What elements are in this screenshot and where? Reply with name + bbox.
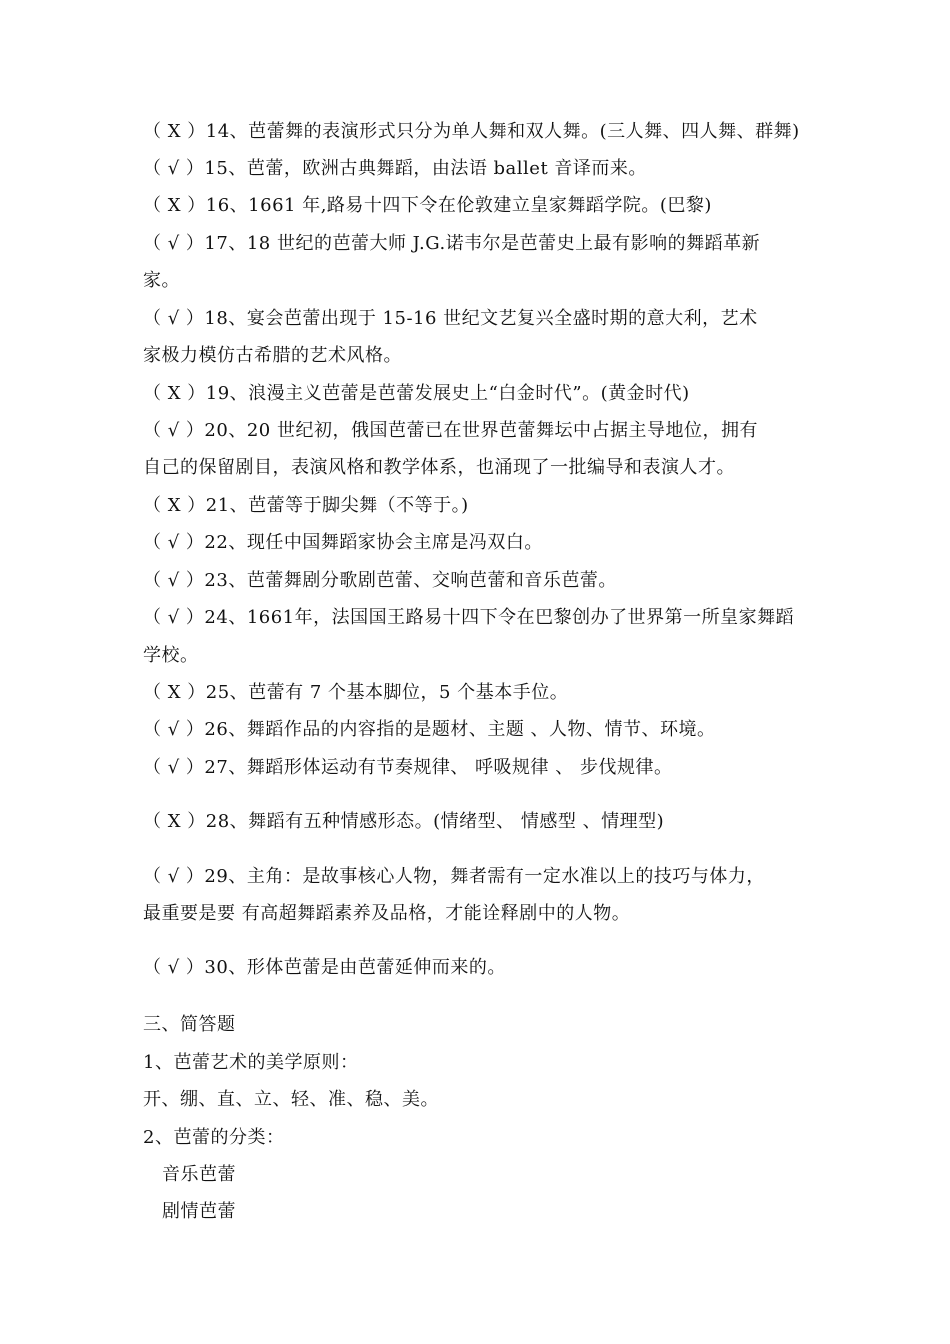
question-20: （ √ ）20、20 世纪初，俄国芭蕾已在世界芭蕾舞坛中占据主导地位，拥有 xyxy=(143,420,758,441)
question-21: （ X ）21、芭蕾等于脚尖舞（不等于。) xyxy=(143,495,469,516)
question-18-cont: 家极力模仿古希腊的艺术风格。 xyxy=(143,345,402,366)
question-19: （ X ）19、浪漫主义芭蕾是芭蕾发展史上“白金时代”。(黄金时代) xyxy=(143,383,690,404)
question-26: （ √ ）26、舞蹈作品的内容指的是题材、主题 、人物、情节、环境。 xyxy=(143,719,716,740)
question-23: （ √ ）23、芭蕾舞剧分歌剧芭蕾、交响芭蕾和音乐芭蕾。 xyxy=(143,570,617,591)
question-24: （ √ ）24、1661年，法国国王路易十四下令在巴黎创办了世界第一所皇家舞蹈 xyxy=(143,607,795,628)
answer-2-item: 剧情芭蕾 xyxy=(162,1201,236,1222)
question-15: （ √ ）15、芭蕾，欧洲古典舞蹈，由法语 ballet 音译而来。 xyxy=(143,158,647,179)
answer-1-text: 开、绷、直、立、轻、准、稳、美。 xyxy=(143,1089,439,1110)
question-20-cont: 自己的保留剧目，表演风格和教学体系，也涌现了一批编导和表演人才。 xyxy=(143,457,735,478)
question-17: （ √ ）17、18 世纪的芭蕾大师 J.G.诺韦尔是芭蕾史上最有影响的舞蹈革新 xyxy=(143,233,761,254)
question-29: （ √ ）29、主角：是故事核心人物，舞者需有一定水准以上的技巧与体力， xyxy=(143,866,765,887)
question-24-cont: 学校。 xyxy=(143,645,199,666)
question-30: （ √ ）30、形体芭蕾是由芭蕾延伸而来的。 xyxy=(143,957,506,978)
answer-1-question: 1、芭蕾艺术的美学原则： xyxy=(143,1052,359,1073)
question-16: （ X ）16、1661 年,路易十四下令在伦敦建立皇家舞蹈学院。(巴黎) xyxy=(143,195,712,216)
question-27: （ √ ）27、舞蹈形体运动有节奏规律、 呼吸规律 、 步伐规律。 xyxy=(143,757,673,778)
section-heading: 三、简答题 xyxy=(143,1014,236,1035)
question-17-cont: 家。 xyxy=(143,270,180,291)
question-29-cont: 最重要是要 有高超舞蹈素养及品格，才能诠释剧中的人物。 xyxy=(143,903,631,924)
question-14: （ X ）14、芭蕾舞的表演形式只分为单人舞和双人舞。(三人舞、四人舞、群舞) xyxy=(143,121,800,142)
question-22: （ √ ）22、现任中国舞蹈家协会主席是冯双白。 xyxy=(143,532,543,553)
question-25: （ X ）25、芭蕾有 7 个基本脚位，5 个基本手位。 xyxy=(143,682,569,703)
answer-2-item: 音乐芭蕾 xyxy=(162,1164,236,1185)
answer-2-question: 2、芭蕾的分类： xyxy=(143,1127,285,1148)
question-18: （ √ ）18、宴会芭蕾出现于 15-16 世纪文艺复兴全盛时期的意大利，艺术 xyxy=(143,308,758,329)
question-28: （ X ）28、舞蹈有五种情感形态。(情绪型、 情感型 、情理型) xyxy=(143,811,665,832)
